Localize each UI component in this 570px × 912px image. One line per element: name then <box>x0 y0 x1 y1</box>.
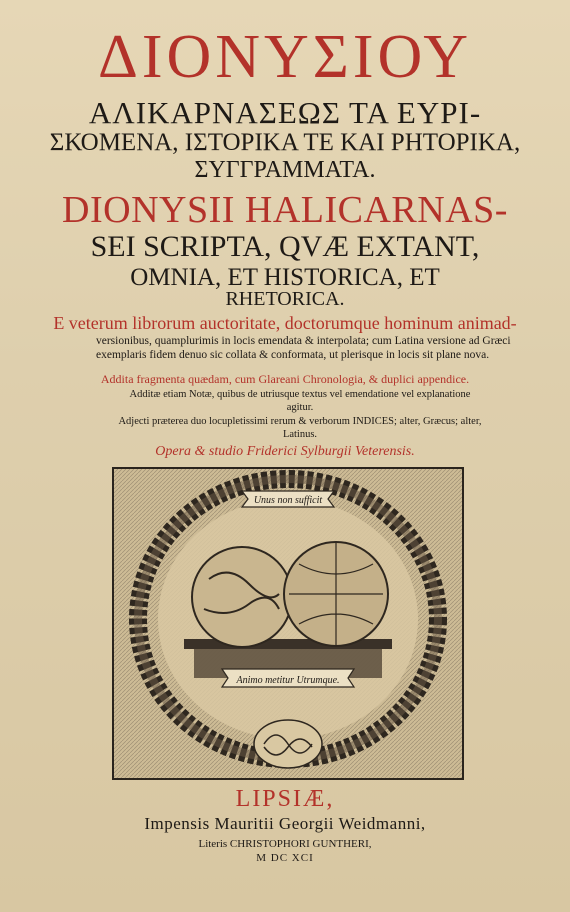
terrestrial-globe <box>192 547 292 647</box>
banner-top-text: Unus non sufficit <box>253 495 323 506</box>
banner-bottom-text: Animo metitur Utrumque. <box>236 675 340 686</box>
latin-title-line-4: RHETORICA. <box>225 288 345 310</box>
imprint-printer: Literis CHRISTOPHORI GUNTHERI, <box>198 838 372 850</box>
subtitle-body: versionibus, quamplurimis in locis emendata & interpolata; cum Latina versione ad Græci exemplaris fidem denuo sic collata & conformata, ut plerisque in locis sit plane nova. <box>96 335 511 361</box>
latin-title-line-2: SEI SCRIPTA, QVÆ EXTANT, <box>90 230 480 263</box>
frontispiece-engraving <box>112 467 464 780</box>
latin-title-line-3: OMNIA, ET HISTORICA, ET <box>130 264 440 291</box>
imprint-publisher: Impensis Mauritii Georgii Weidmanni, <box>144 814 426 833</box>
subtitle-red-line: E veterum librorum auctoritate, doctorumque hominum animad- <box>53 313 517 333</box>
imprint-city: LIPSIÆ, <box>235 786 335 812</box>
additae-notae-line: Additæ etiam Notæ, quibus de utriusque textus vel emendatione vel explanatione agitur. <box>129 389 471 413</box>
opera-line: Opera & studio Friderici Sylburgii Veterensis. <box>155 444 415 459</box>
latin-author-heading: DIONYSII HALICARNAS- <box>62 189 508 231</box>
imprint-year: M DC XCI <box>256 852 314 864</box>
addita-line: Addita fragmenta quædam, cum Glareani Chronologia, & duplici appendice. <box>100 372 470 386</box>
greek-title-line-4: ΣΥΓΓΡΑΜΜΑΤΑ. <box>194 157 376 183</box>
adiecti-line: Adjecti præterea duo locupletissimi rerum & verborum INDICES; alter, Græcus; alter, Latinus. <box>118 416 482 440</box>
engraving-illustration <box>114 469 462 778</box>
greek-author-heading: ΔΙΟΝΥΣΙΟΥ <box>97 23 473 91</box>
greek-title-line-2: ΑΛΙΚΑΡΝΑΣΕΩΣ ΤΑ ΕΥΡΙ- <box>88 95 482 130</box>
greek-title-line-3: ΣΚΟΜΕΝΑ, ΙΣΤΟΡΙΚΑ ΤΕ ΚΑΙ ΡΗΤΟΡΙΚΑ, <box>49 129 521 156</box>
